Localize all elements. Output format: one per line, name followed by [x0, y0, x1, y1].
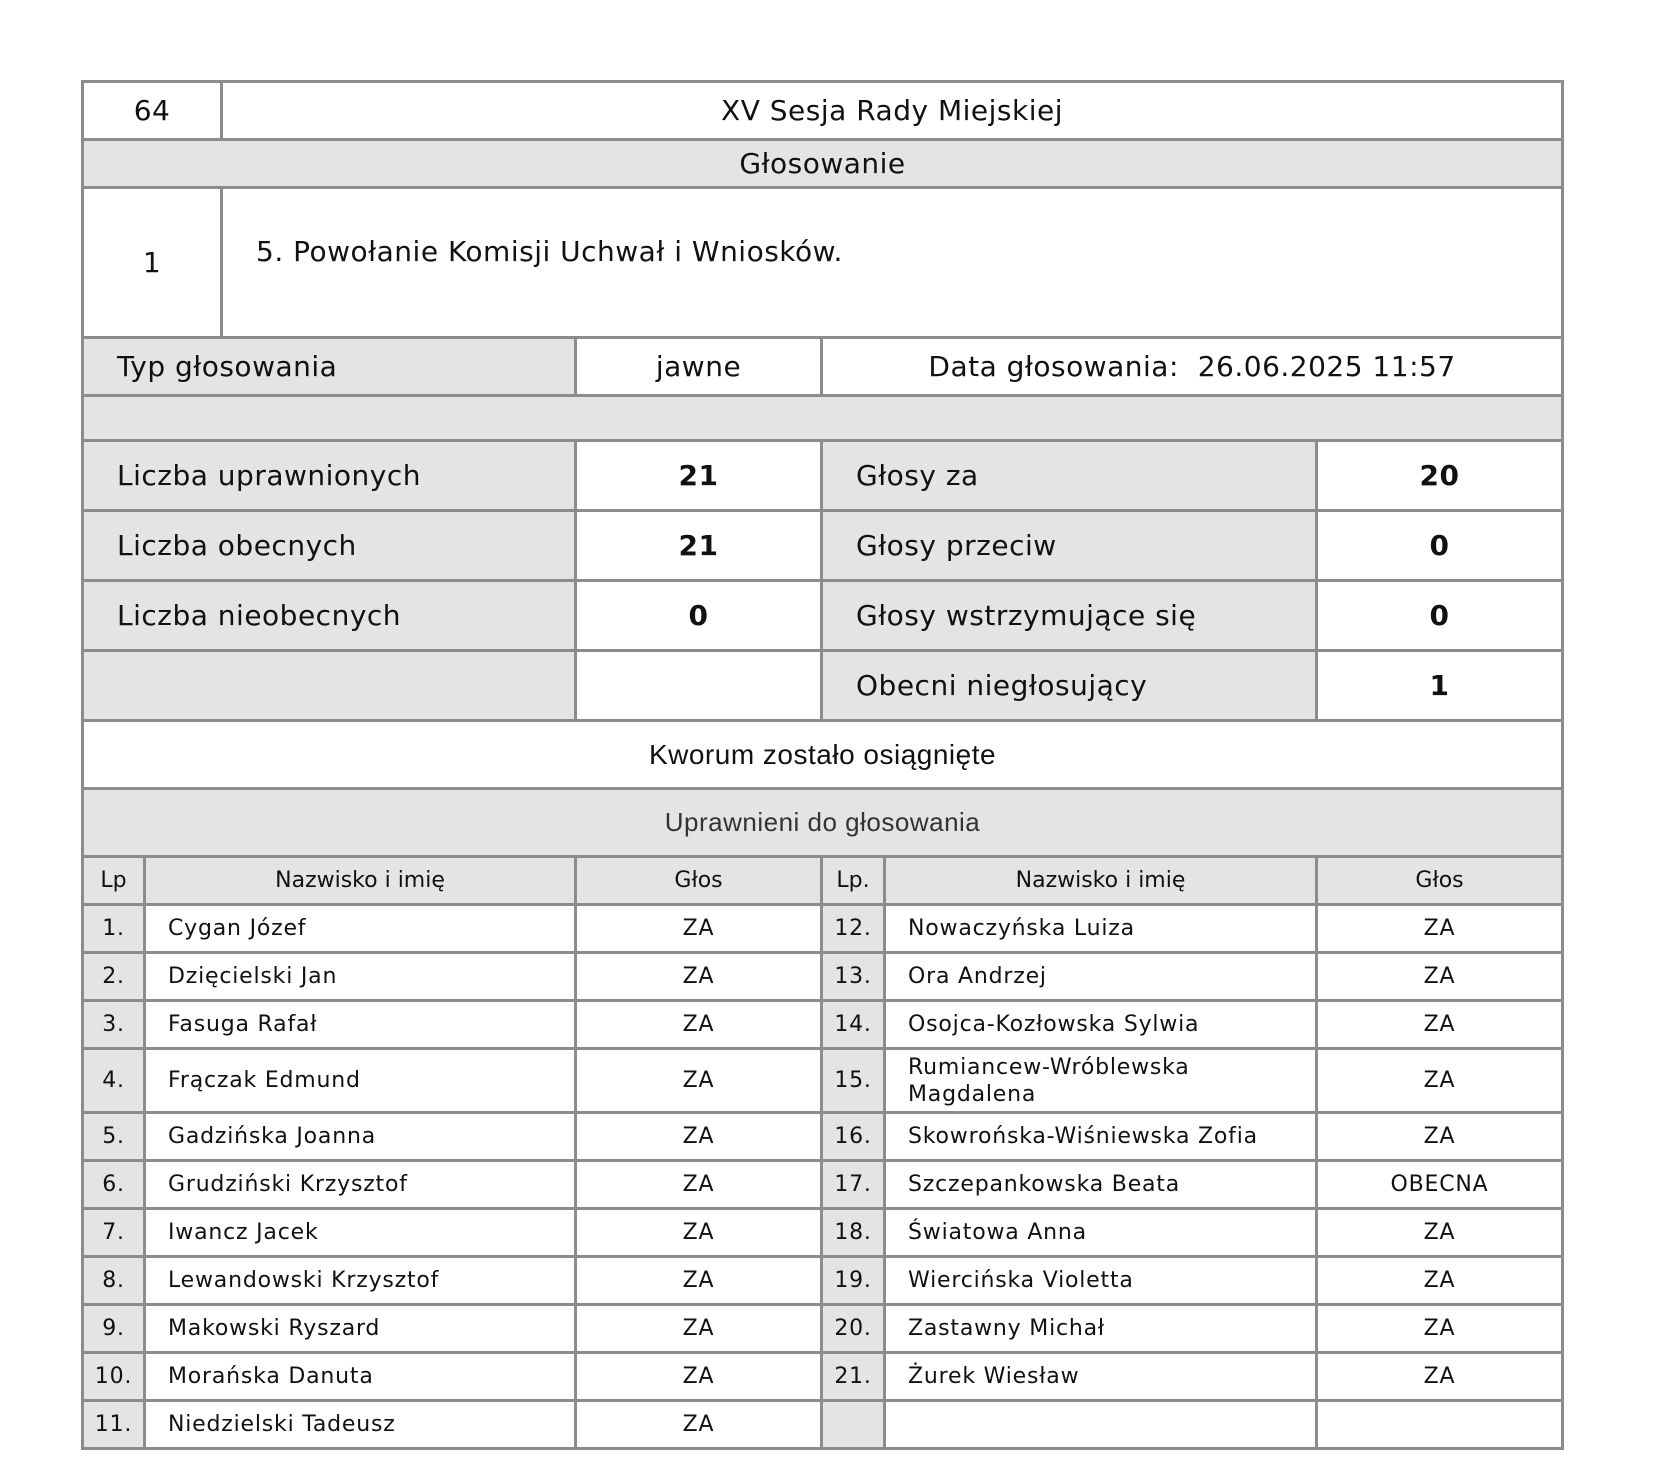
member-name: Osojca-Kozłowska Sylwia: [885, 1001, 1317, 1049]
eligible-label: Liczba uprawnionych: [83, 441, 576, 511]
member-name: Żurek Wiesław: [885, 1353, 1317, 1401]
table-row: [83, 1113, 1563, 1161]
member-name: Morańska Danuta: [145, 1353, 576, 1401]
eligible-value: 21: [576, 441, 822, 511]
member-vote: ZA: [1317, 1209, 1563, 1257]
member-name: Szczepankowska Beata: [885, 1161, 1317, 1209]
member-vote: ZA: [1317, 1113, 1563, 1161]
member-vote: ZA: [1317, 905, 1563, 953]
lp-cell: 15.: [822, 1049, 885, 1113]
member-vote: ZA: [1317, 1257, 1563, 1305]
session-number: 64: [83, 82, 222, 140]
votes-abstain-value: 0: [1317, 581, 1563, 651]
member-name: Niedzielski Tadeusz: [145, 1401, 576, 1449]
list-title: Uprawnieni do głosowania: [83, 789, 1563, 857]
table-row: [83, 1209, 1563, 1257]
member-vote: ZA: [576, 953, 822, 1001]
member-vote: ZA: [1317, 1353, 1563, 1401]
vote-type-label: Typ głosowania: [83, 338, 576, 396]
member-name: Frączak Edmund: [145, 1049, 576, 1113]
lp-cell: [822, 1401, 885, 1449]
member-vote: ZA: [576, 1353, 822, 1401]
lp-cell: 9.: [83, 1305, 145, 1353]
stats-row-3: [83, 581, 1563, 651]
present-value: 21: [576, 511, 822, 581]
col-vote-right: Głos: [1317, 857, 1563, 905]
present-label: Liczba obecnych: [83, 511, 576, 581]
member-vote: ZA: [1317, 1001, 1563, 1049]
member-vote: ZA: [576, 1257, 822, 1305]
table-row: [83, 1257, 1563, 1305]
col-lp-right: Lp.: [822, 857, 885, 905]
vote-type-value: jawne: [576, 338, 822, 396]
item-number: 1: [83, 188, 222, 338]
member-name: Wiercińska Violetta: [885, 1257, 1317, 1305]
member-name: Rumiancew-Wróblewska Magdalena: [885, 1049, 1317, 1113]
quorum-row: [83, 721, 1563, 789]
lp-cell: 2.: [83, 953, 145, 1001]
table-row: [83, 1161, 1563, 1209]
member-name: Nowaczyńska Luiza: [885, 905, 1317, 953]
section-row: [83, 140, 1563, 188]
lp-cell: 5.: [83, 1113, 145, 1161]
lp-cell: 12.: [822, 905, 885, 953]
votes-for-value: 20: [1317, 441, 1563, 511]
lp-cell: 17.: [822, 1161, 885, 1209]
stats-row-4: [83, 651, 1563, 721]
empty-stat-label: [83, 651, 576, 721]
lp-cell: 14.: [822, 1001, 885, 1049]
lp-cell: 20.: [822, 1305, 885, 1353]
member-name: Makowski Ryszard: [145, 1305, 576, 1353]
votes-for-label: Głosy za: [822, 441, 1317, 511]
stats-row-1: [83, 441, 1563, 511]
lp-cell: 21.: [822, 1353, 885, 1401]
lp-cell: 3.: [83, 1001, 145, 1049]
member-vote: ZA: [576, 1001, 822, 1049]
absent-value: 0: [576, 581, 822, 651]
member-name: Iwancz Jacek: [145, 1209, 576, 1257]
member-vote: ZA: [576, 905, 822, 953]
member-vote: ZA: [576, 1209, 822, 1257]
member-name: [885, 1401, 1317, 1449]
lp-cell: 11.: [83, 1401, 145, 1449]
item-text: 5. Powołanie Komisji Uchwał i Wniosków.: [222, 188, 1563, 338]
lp-cell: 10.: [83, 1353, 145, 1401]
table-row: [83, 1049, 1563, 1113]
vote-date-cell: [822, 338, 1563, 396]
vote-date-label: Data głosowania:: [928, 350, 1179, 383]
list-title-row: [83, 789, 1563, 857]
absent-label: Liczba nieobecnych: [83, 581, 576, 651]
table-row: [83, 1401, 1563, 1449]
col-vote-left: Głos: [576, 857, 822, 905]
spacer-row: [83, 396, 1563, 441]
lp-cell: 1.: [83, 905, 145, 953]
vote-info-row: [83, 338, 1563, 396]
table-row: [83, 1001, 1563, 1049]
member-vote: ZA: [576, 1305, 822, 1353]
table-row: [83, 905, 1563, 953]
lp-cell: 18.: [822, 1209, 885, 1257]
present-not-voting-label: Obecni niegłosujący: [822, 651, 1317, 721]
vote-report-table: [81, 80, 1564, 1450]
member-name: Fasuga Rafał: [145, 1001, 576, 1049]
member-name: Zastawny Michał: [885, 1305, 1317, 1353]
member-vote: ZA: [1317, 1305, 1563, 1353]
table-row: [83, 953, 1563, 1001]
item-row: [83, 188, 1563, 338]
votes-against-value: 0: [1317, 511, 1563, 581]
member-name: Ora Andrzej: [885, 953, 1317, 1001]
col-name-right: Nazwisko i imię: [885, 857, 1317, 905]
votes-against-label: Głosy przeciw: [822, 511, 1317, 581]
lp-cell: 13.: [822, 953, 885, 1001]
present-not-voting-value: 1: [1317, 651, 1563, 721]
stats-row-2: [83, 511, 1563, 581]
session-title: XV Sesja Rady Miejskiej: [222, 82, 1563, 140]
member-name: Dzięcielski Jan: [145, 953, 576, 1001]
lp-cell: 8.: [83, 1257, 145, 1305]
member-vote: ZA: [1317, 1049, 1563, 1113]
member-vote: ZA: [576, 1401, 822, 1449]
spacer-cell: [83, 396, 1563, 441]
col-lp-left: Lp: [83, 857, 145, 905]
member-name: Skowrońska-Wiśniewska Zofia: [885, 1113, 1317, 1161]
table-row: [83, 1305, 1563, 1353]
member-vote: ZA: [576, 1161, 822, 1209]
list-header-row: [83, 857, 1563, 905]
lp-cell: 16.: [822, 1113, 885, 1161]
member-name: Cygan Józef: [145, 905, 576, 953]
member-vote: ZA: [576, 1113, 822, 1161]
lp-cell: 4.: [83, 1049, 145, 1113]
lp-cell: 6.: [83, 1161, 145, 1209]
vote-date-value: 26.06.2025 11:57: [1197, 350, 1456, 383]
votes-abstain-label: Głosy wstrzymujące się: [822, 581, 1317, 651]
lp-cell: 7.: [83, 1209, 145, 1257]
member-name: Gadzińska Joanna: [145, 1113, 576, 1161]
member-vote: ZA: [1317, 953, 1563, 1001]
col-name-left: Nazwisko i imię: [145, 857, 576, 905]
member-name: Lewandowski Krzysztof: [145, 1257, 576, 1305]
title-row: [83, 82, 1563, 140]
quorum-status: Kworum zostało osiągnięte: [83, 721, 1563, 789]
member-vote: [1317, 1401, 1563, 1449]
member-vote: ZA: [576, 1049, 822, 1113]
table-row: [83, 1353, 1563, 1401]
member-name: Grudziński Krzysztof: [145, 1161, 576, 1209]
member-name: Światowa Anna: [885, 1209, 1317, 1257]
lp-cell: 19.: [822, 1257, 885, 1305]
section-title: Głosowanie: [83, 140, 1563, 188]
member-vote: OBECNA: [1317, 1161, 1563, 1209]
empty-stat-value: [576, 651, 822, 721]
